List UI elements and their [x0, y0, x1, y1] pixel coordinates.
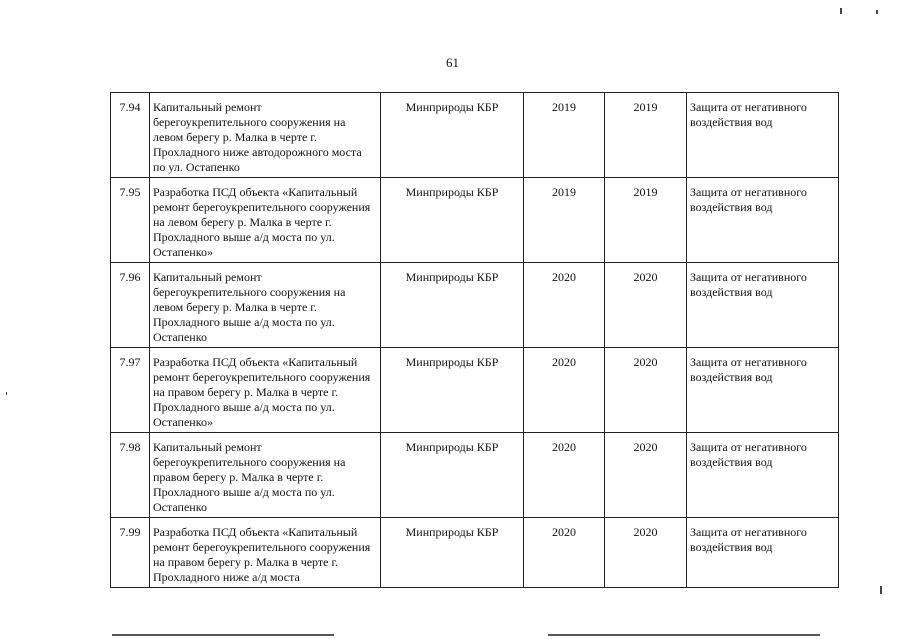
item-number: 7.94	[111, 93, 150, 178]
scan-speck	[840, 8, 842, 14]
executor: Минприроды КБР	[381, 93, 524, 178]
scan-speck	[6, 392, 7, 395]
end-year: 2020	[605, 433, 687, 518]
start-year: 2019	[524, 93, 605, 178]
end-year: 2019	[605, 93, 687, 178]
start-year: 2020	[524, 263, 605, 348]
measures-table	[110, 92, 839, 588]
start-year: 2020	[524, 518, 605, 588]
measure-title: Капитальный ремонт берегоукрепительного сооружения на левом берегу р. Малка в черте г. Прохладного выше а/д моста по ул. Остапенко	[150, 263, 381, 348]
scan-speck	[880, 586, 882, 594]
bottom-rule	[548, 634, 820, 636]
item-number: 7.95	[111, 178, 150, 263]
table-row	[111, 348, 839, 433]
scan-speck	[876, 10, 878, 14]
item-number: 7.96	[111, 263, 150, 348]
goal: Защита от негативного воздействия вод	[687, 263, 839, 348]
item-number: 7.98	[111, 433, 150, 518]
end-year: 2020	[605, 518, 687, 588]
bottom-rule	[112, 634, 334, 636]
start-year: 2020	[524, 433, 605, 518]
measure-title: Разработка ПСД объекта «Капитальный ремонт берегоукрепительного сооружения на левом берегу р. Малка в черте г. Прохладного выше а/д моста по ул. Остапенко»	[150, 178, 381, 263]
table-row	[111, 178, 839, 263]
goal: Защита от негативного воздействия вод	[687, 518, 839, 588]
table-row	[111, 93, 839, 178]
start-year: 2019	[524, 178, 605, 263]
table-row	[111, 433, 839, 518]
measure-title: Капитальный ремонт берегоукрепительного сооружения на левом берегу р. Малка в черте г. Прохладного ниже автодорожного моста по ул. Остапенко	[150, 93, 381, 178]
goal: Защита от негативного воздействия вод	[687, 348, 839, 433]
measure-title: Разработка ПСД объекта «Капитальный ремонт берегоукрепительного сооружения на правом берегу р. Малка в черте г. Прохладного выше а/д моста по ул. Остапенко»	[150, 348, 381, 433]
end-year: 2020	[605, 263, 687, 348]
start-year: 2020	[524, 348, 605, 433]
end-year: 2020	[605, 348, 687, 433]
goal: Защита от негативного воздействия вод	[687, 178, 839, 263]
executor: Минприроды КБР	[381, 178, 524, 263]
table-row	[111, 263, 839, 348]
item-number: 7.99	[111, 518, 150, 588]
end-year: 2019	[605, 178, 687, 263]
executor: Минприроды КБР	[381, 348, 524, 433]
page-number: 61	[446, 55, 459, 70]
item-number: 7.97	[111, 348, 150, 433]
measure-title: Капитальный ремонт берегоукрепительного сооружения на правом берегу р. Малка в черте г. Прохладного выше а/д моста по ул. Остапенко	[150, 433, 381, 518]
executor: Минприроды КБР	[381, 263, 524, 348]
goal: Защита от негативного воздействия вод	[687, 433, 839, 518]
measure-title: Разработка ПСД объекта «Капитальный ремонт берегоукрепительного сооружения на правом берегу р. Малка в черте г. Прохладного ниже а/д моста	[150, 518, 381, 588]
executor: Минприроды КБР	[381, 518, 524, 588]
table-row	[111, 518, 839, 588]
goal: Защита от негативного воздействия вод	[687, 93, 839, 178]
executor: Минприроды КБР	[381, 433, 524, 518]
